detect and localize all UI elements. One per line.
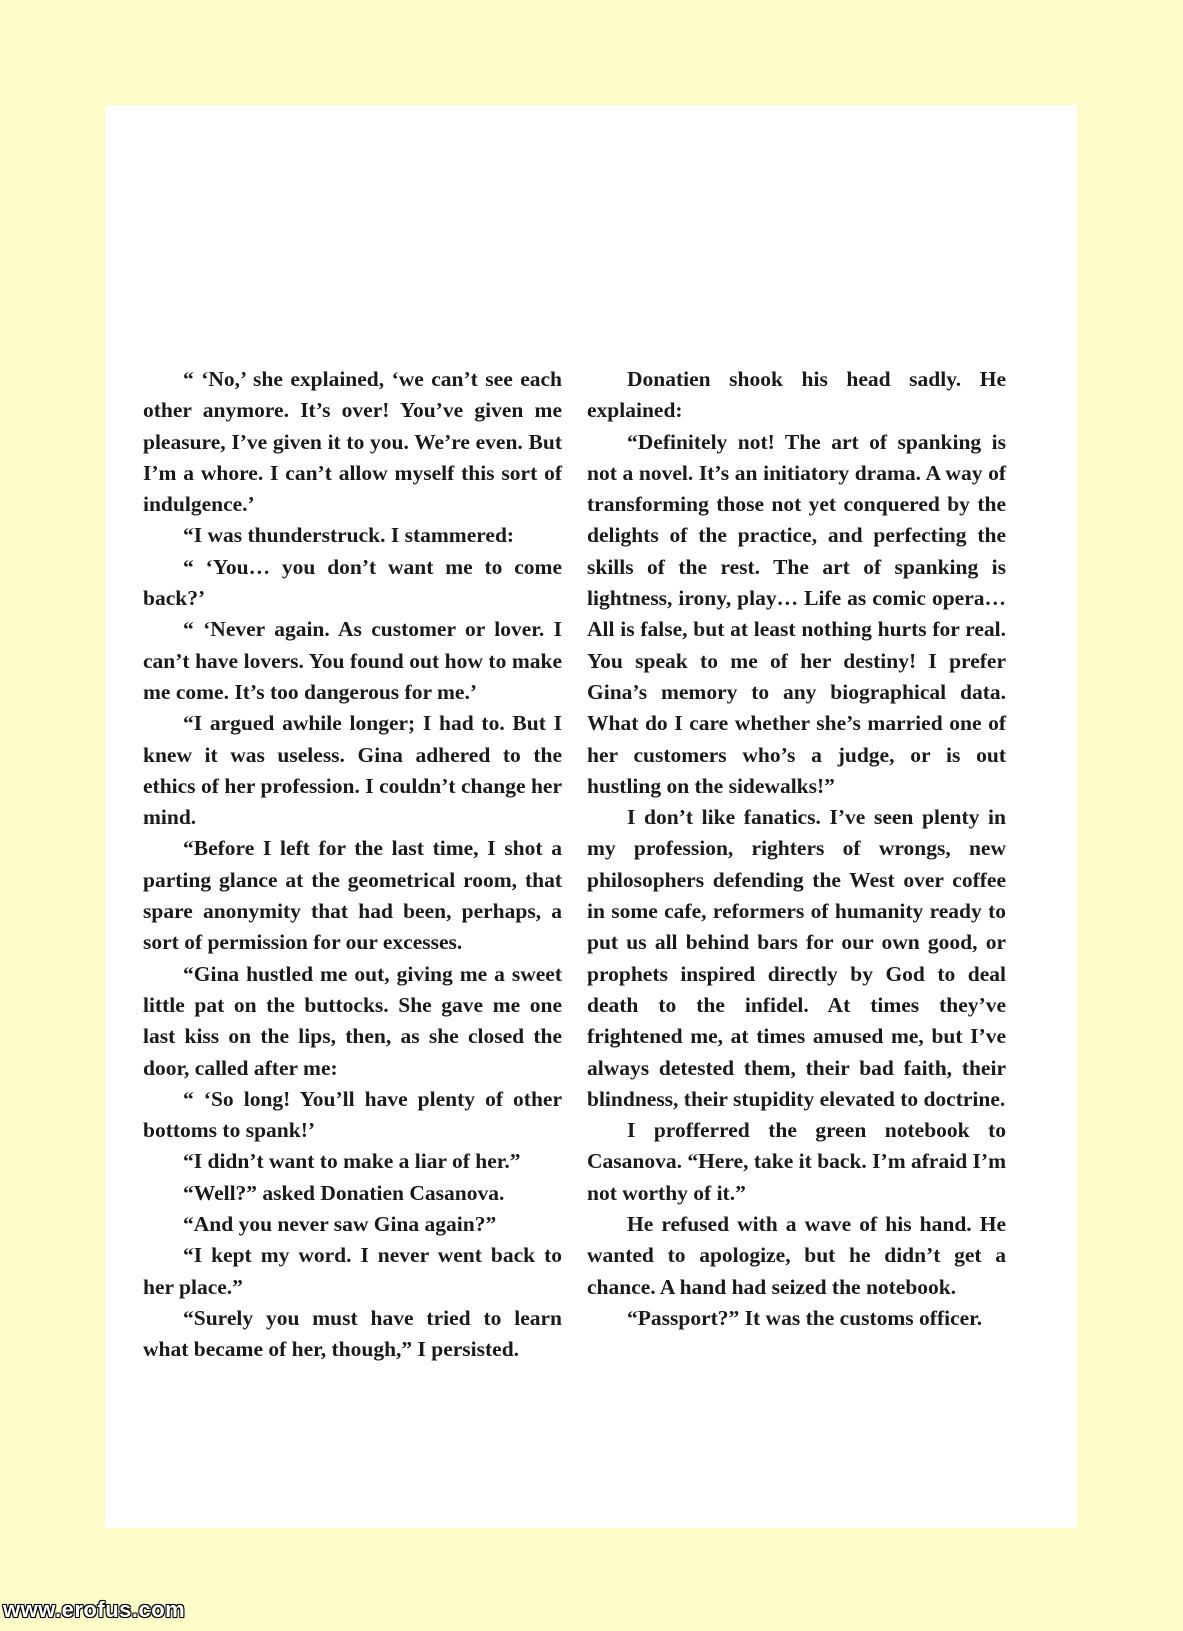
paragraph: “I didn’t want to make a liar of her.”	[183, 1149, 521, 1174]
left-text-column	[143, 364, 562, 1366]
paragraph: “I kept my word. I never went back to her place.”	[143, 1243, 562, 1299]
book-page	[105, 105, 1077, 1528]
paragraph: Donatien shook his head sadly. He explained:	[587, 367, 1006, 423]
paragraph: “ ‘So long! You’ll have plenty of other bottoms to spank!’	[143, 1086, 562, 1143]
paragraph: “Definitely not! The art of spanking is not a novel. It’s an initiatory drama. A way of transforming those not yet conquered by the delights of the practice, and perfecting the skills of the rest. The art of spanking is lightness, irony, play… Life as comic opera… All is false, but at least nothing hurts for real. You speak to me of her destiny! I prefer Gina’s memory to any biographical data. What do I care whether she’s married one of her customers who’s a judge, or is out hustling on the sidewalks!”	[587, 429, 1006, 798]
paragraph: “And you never saw Gina again?”	[183, 1212, 497, 1237]
paragraph: “Gina hustled me out, giving me a sweet little pat on the buttocks. She gave me one last kiss on the lips, then, as she closed the door, called after me:	[143, 961, 562, 1080]
right-text-column	[587, 364, 1006, 1334]
paragraph: “ ‘You… you don’t want me to come back?’	[143, 554, 562, 611]
paragraph: “Before I left for the last time, I shot a parting glance at the geometrical room, that spare anonymity that had been, perhaps, a sort of permission for our excesses.	[143, 836, 562, 955]
paragraph: “ ‘Never again. As customer or lover. I can’t have lovers. You found out how to make me come. It’s too dangerous for me.’	[143, 617, 562, 704]
paragraph: He refused with a wave of his hand. He wanted to apologize, but he didn’t get a chance. A hand had seized the notebook.	[587, 1212, 1006, 1299]
paragraph: I don’t like fanatics. I’ve seen plenty in my profession, righters of wrongs, new philosophers defending the West over coffee in some cafe, reformers of humanity ready to put us all behind bars for our own good, or prophets inspired directly by God to deal death to the infidel. At times they’ve frightened me, at times amused me, but I’ve always detested them, their bad faith, their blindness, their stupidity elevated to doctrine.	[587, 805, 1006, 1111]
paragraph: I profferred the green notebook to Casanova. “Here, take it back. I’m afraid I’m not worthy of it.”	[587, 1118, 1006, 1205]
paragraph: “Surely you must have tried to learn what became of her, though,” I persisted.	[143, 1305, 562, 1362]
paragraph: “I was thunderstruck. I stammered:	[183, 523, 515, 548]
paragraph: “Passport?” It was the customs officer.	[627, 1305, 983, 1330]
paragraph: “I argued awhile longer; I had to. But I knew it was useless. Gina adhered to the ethics of her profession. I couldn’t change her mind.	[143, 711, 562, 830]
site-watermark: www.erofus.com	[3, 1597, 186, 1622]
paragraph: “Well?” asked Donatien Casanova.	[183, 1180, 505, 1205]
paragraph: “ ‘No,’ she explained, ‘we can’t see each other anymore. It’s over! You’ve given me pleasure, I’ve given it to you. We’re even. But I’m a whore. I can’t allow myself this sort of indulgence.’	[143, 367, 562, 517]
